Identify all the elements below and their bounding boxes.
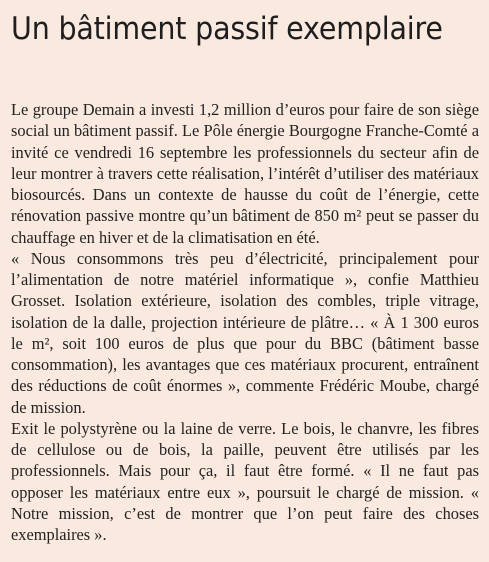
article-paragraph-3: Exit le polystyrène ou la laine de verre. Le bois, le chanvre, les fibres de cellulose ou de bois, la paille, peuvent être utilisés par les professionnels. Mais pour ça, il faut être formé. « Il ne faut pas opposer les matériaux entre eux », poursuit le chargé de mission. « Notre mission, c’est de montrer que l’on peut faire des choses exemplaires ». <box>11 418 479 544</box>
article-paragraph-2: « Nous consommons très peu d’électricité, principalement pour l’alimentation de notre matériel informatique », confie Matthieu Grosset. Isolation extérieure, isolation des combles, triple vitrage, isolation de la dalle, projection intérieure de plâtre… « À 1 300 euros le m², soit 100 euros de plus que pour du BBC (bâtiment basse consommation), les avantages que ces matériaux procurent, entraînent des réductions de coût énormes », commente Frédéric Moube, chargé de mission. <box>11 248 479 417</box>
article-title: Un bâtiment passif exemplaire <box>11 11 443 47</box>
article-body <box>11 99 479 545</box>
article-paragraph-1: Le groupe Demain a investi 1,2 million d’euros pour faire de son siège social un bâtiment passif. Le Pôle énergie Bourgogne Franche-Comté a invité ce vendredi 16 septembre les professionnels du secteur afin de leur montrer à travers cette réalisation, l’intérêt d’utiliser des matériaux biosourcés. Dans un contexte de hausse du coût de l’énergie, cette rénovation passive montre qu’un bâtiment de 850 m² peut se passer du chauffage en hiver et de la climatisation en été. <box>11 100 479 247</box>
